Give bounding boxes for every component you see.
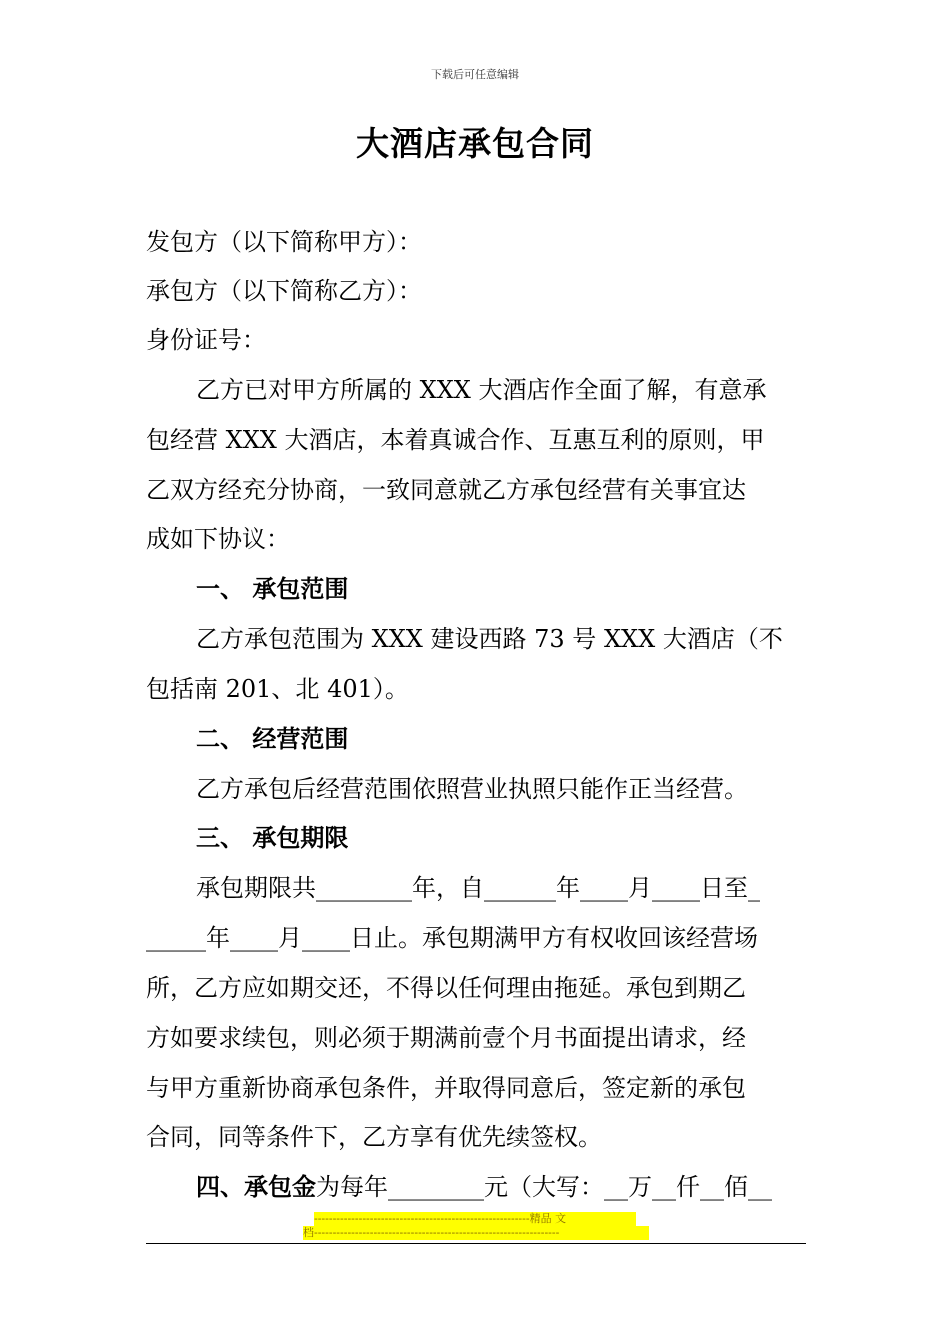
section-heading-business: 二、 经营范围: [196, 725, 349, 753]
footer-watermark-line-2: 档------------------------------------------------------------------: [303, 1226, 649, 1240]
party-b-line: 承包方（以下简称乙方）：: [146, 277, 422, 305]
preamble-line-3: 乙双方经充分协商，一致同意就乙方承包经营有关事宜达: [146, 476, 746, 504]
preamble-line-4: 成如下协议：: [146, 525, 290, 553]
scope-line-2: 包括南 201、北 401）。: [146, 675, 409, 703]
header-note: 下载后可任意编辑: [431, 68, 519, 81]
page-title: 大酒店承包合同: [356, 124, 594, 163]
term-line-2: _____年____月____日止。承包期满甲方有权收回该经营场: [146, 924, 758, 952]
scope-line-1: 乙方承包范围为 XXX 建设西路 73 号 XXX 大酒店（不: [196, 625, 783, 653]
preamble-line-1: 乙方已对甲方所属的 XXX 大酒店作全面了解，有意承: [196, 376, 767, 404]
footer-watermark-line-1: ----------------------------------------------------------精品 文: [314, 1212, 636, 1226]
term-line-5: 与甲方重新协商承包条件，并取得同意后，签定新的承包: [146, 1074, 746, 1102]
clause4-label: 四、承包金: [196, 1173, 316, 1201]
section-heading-term: 三、 承包期限: [196, 824, 349, 852]
preamble-line-2: 包经营 XXX 大酒店，本着真诚合作、互惠互利的原则，甲: [146, 426, 765, 454]
clause4-text: 为每年________元（大写：__万__仟__佰__: [316, 1173, 772, 1201]
section-heading-scope: 一、 承包范围: [196, 575, 349, 603]
party-a-line: 发包方（以下简称甲方）：: [146, 228, 422, 256]
footer-rule: [146, 1243, 806, 1244]
term-line-4: 方如要求续包，则必须于期满前壹个月书面提出请求，经: [146, 1024, 746, 1052]
id-number-line: 身份证号：: [146, 326, 266, 354]
business-line-1: 乙方承包后经营范围依照营业执照只能作正当经营。: [196, 775, 748, 803]
term-line-6: 合同，同等条件下，乙方享有优先续签权。: [146, 1123, 602, 1151]
term-line-3: 所，乙方应如期交还，不得以任何理由拖延。承包到期乙: [146, 974, 746, 1002]
clause4-line: [196, 1172, 806, 1202]
term-line-1: 承包期限共________年，自______年____月____日至_: [196, 874, 760, 902]
